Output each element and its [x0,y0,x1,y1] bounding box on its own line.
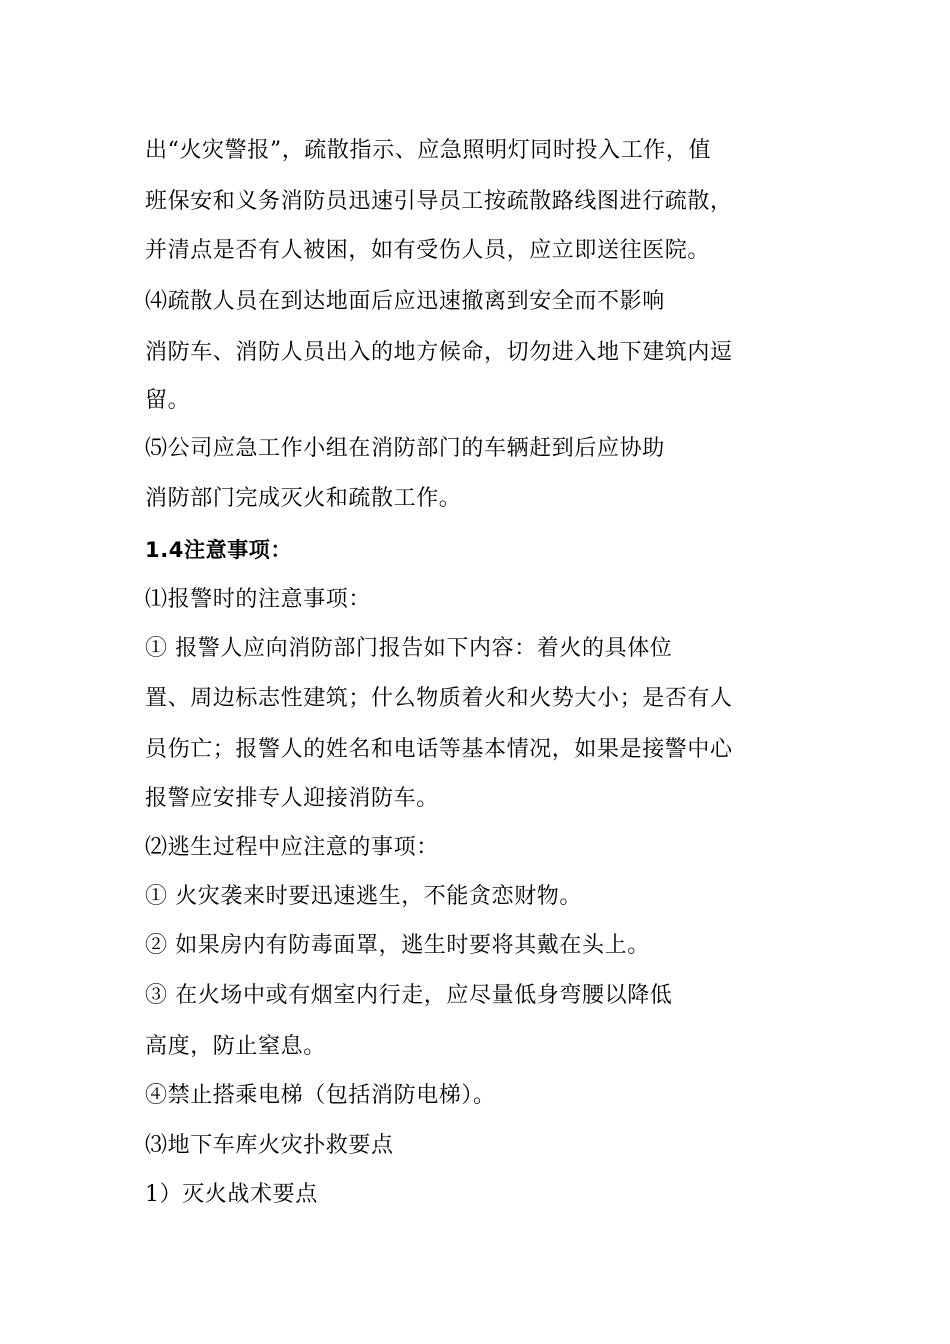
body-text-line: ① 报警人应向消防部门报告如下内容：着火的具体位 [145,636,673,661]
body-text-line: ⑵逃生过程中应注意的事项： [145,835,439,860]
body-text-line: ③ 在火场中或有烟室内行走，应尽量低身弯腰以降低 [145,983,673,1008]
body-text-line: 出“火灾警报”，疏散指示、应急照明灯同时投入工作，值 [145,138,712,163]
body-text-line: ⑷疏散人员在到达地面后应迅速撤离到安全而不影响 [145,289,665,314]
body-text-line: ⑴报警时的注意事项： [145,587,372,612]
body-text-line: 置、周边标志性建筑；什么物质着火和火势大小；是否有人 [145,686,733,711]
body-text-line: ① 火灾袭来时要迅速逃生，不能贪恋财物。 [145,884,582,909]
body-text-line: 消防部门完成灭火和疏散工作。 [145,486,462,511]
body-text-line: 员伤亡；报警人的姓名和电话等基本情况，如果是接警中心 [145,737,733,762]
body-text-line: ② 如果房内有防毒面罩，逃生时要将其戴在头上。 [145,933,650,958]
body-text-line: ⑸公司应急工作小组在消防部门的车辆赶到后应协助 [145,436,665,461]
body-text-line: ⑶地下车库火灾扑救要点 [145,1133,394,1158]
body-text-line: 高度，防止窒息。 [145,1034,326,1059]
body-text-line: 报警应安排专人迎接消防车。 [145,786,439,811]
body-text-line: 班保安和义务消防员迅速引导员工按疏散路线图进行疏散， [145,189,733,214]
body-text-line: 并清点是否有人被困，如有受伤人员，应立即送往医院。 [145,238,711,263]
section-heading: 1.4注意事项： [145,538,293,562]
body-text-line: 消防车、消防人员出入的地方候命，切勿进入地下建筑内逗 [145,340,733,365]
body-text-line: 1）灭火战术要点 [145,1182,318,1207]
body-text-line: ④禁止搭乘电梯（包括消防电梯）。 [145,1083,496,1108]
body-text-line: 留。 [145,388,191,413]
